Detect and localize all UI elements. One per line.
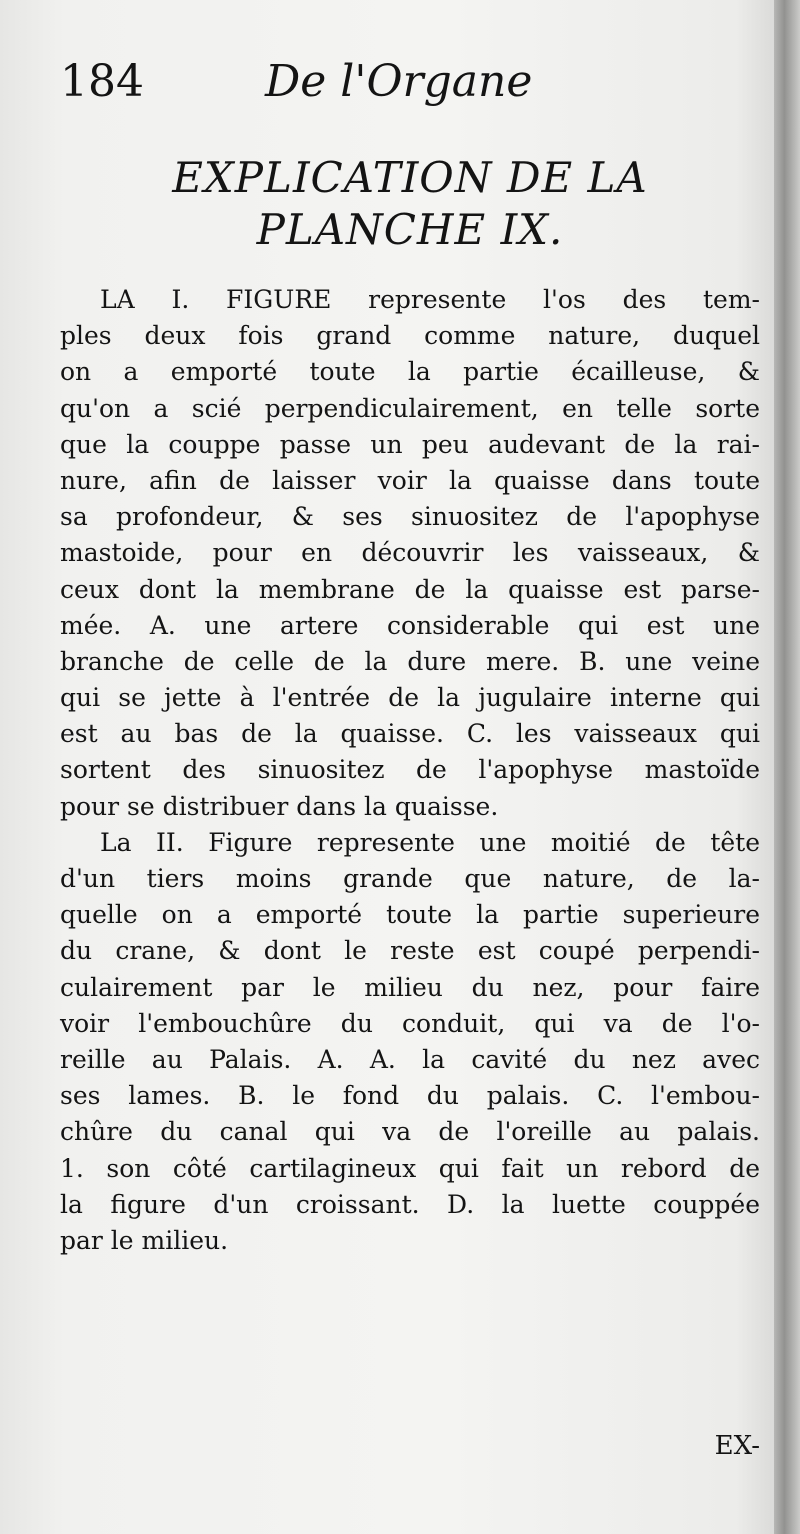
text-line: sortent des sinuositez de l'apophyse mastoïde <box>60 755 760 785</box>
text-line: mastoide, pour en découvrir les vaisseaux, & <box>60 538 760 568</box>
text-line: La II. Figure represente une moitié de tête <box>100 827 760 857</box>
text-line: mée. A. une artere considerable qui est une <box>60 610 760 640</box>
text-line: LA I. FIGURE represente l'os des tem- <box>100 285 760 314</box>
text-line: sa profondeur, & ses sinuositez de l'apophyse <box>60 502 760 532</box>
text-line: est au bas de la quaisse. C. les vaisseaux qui <box>60 719 760 749</box>
text-line: reille au Palais. A. A. la cavité du nez avec <box>60 1044 760 1074</box>
text-line: voir l'embouchûre du conduit, qui va de l'o- <box>60 1008 760 1038</box>
text-line: culairement par le milieu du nez, pour faire <box>60 972 760 1002</box>
text-line: la figure d'un croissant. D. la luette couppée <box>60 1189 760 1219</box>
text-line: du crane, & dont le reste est coupé perpendi- <box>60 936 760 966</box>
catchword: EX- <box>714 1431 760 1461</box>
text-line: que la couppe passe un peu audevant de la rai- <box>60 429 760 459</box>
text-line: ses lames. B. le fond du palais. C. l'embou- <box>60 1081 760 1111</box>
heading-line-2: PLANCHE IX. <box>256 205 564 254</box>
text-line: ples deux fois grand comme nature, duquel <box>60 321 760 351</box>
text-line: branche de celle de la dure mere. B. une veine <box>60 646 760 676</box>
text-line: nure, afin de laisser voir la quaisse dans toute <box>60 465 760 495</box>
text-line: d'un tiers moins grande que nature, de la- <box>60 864 760 893</box>
text-line: chûre du canal qui va de l'oreille au palais. <box>60 1117 760 1147</box>
text-line: qui se jette à l'entrée de la jugulaire interne qui <box>60 683 760 713</box>
body-text <box>60 282 760 1259</box>
text-line: qu'on a scié perpendiculairement, en telle sorte <box>60 393 760 423</box>
page-number: 184 <box>60 56 144 107</box>
page-gutter-shadow <box>774 0 800 1534</box>
running-title: De l'Organe <box>265 56 533 107</box>
text-line: quelle on a emporté toute la partie superieure <box>60 900 760 930</box>
text-line: on a emporté toute la partie écailleuse, & <box>60 357 760 387</box>
heading-line-1: EXPLICATION DE LA <box>172 153 648 202</box>
text-line: ceux dont la membrane de la quaisse est parse- <box>60 574 760 604</box>
text-line: 1. son côté cartilagineux qui fait un rebord de <box>60 1153 760 1183</box>
section-heading <box>60 152 760 256</box>
text-line: par le milieu. <box>60 1225 229 1255</box>
page-header <box>60 52 760 112</box>
text-line: pour se distribuer dans la quaisse. <box>60 791 499 821</box>
